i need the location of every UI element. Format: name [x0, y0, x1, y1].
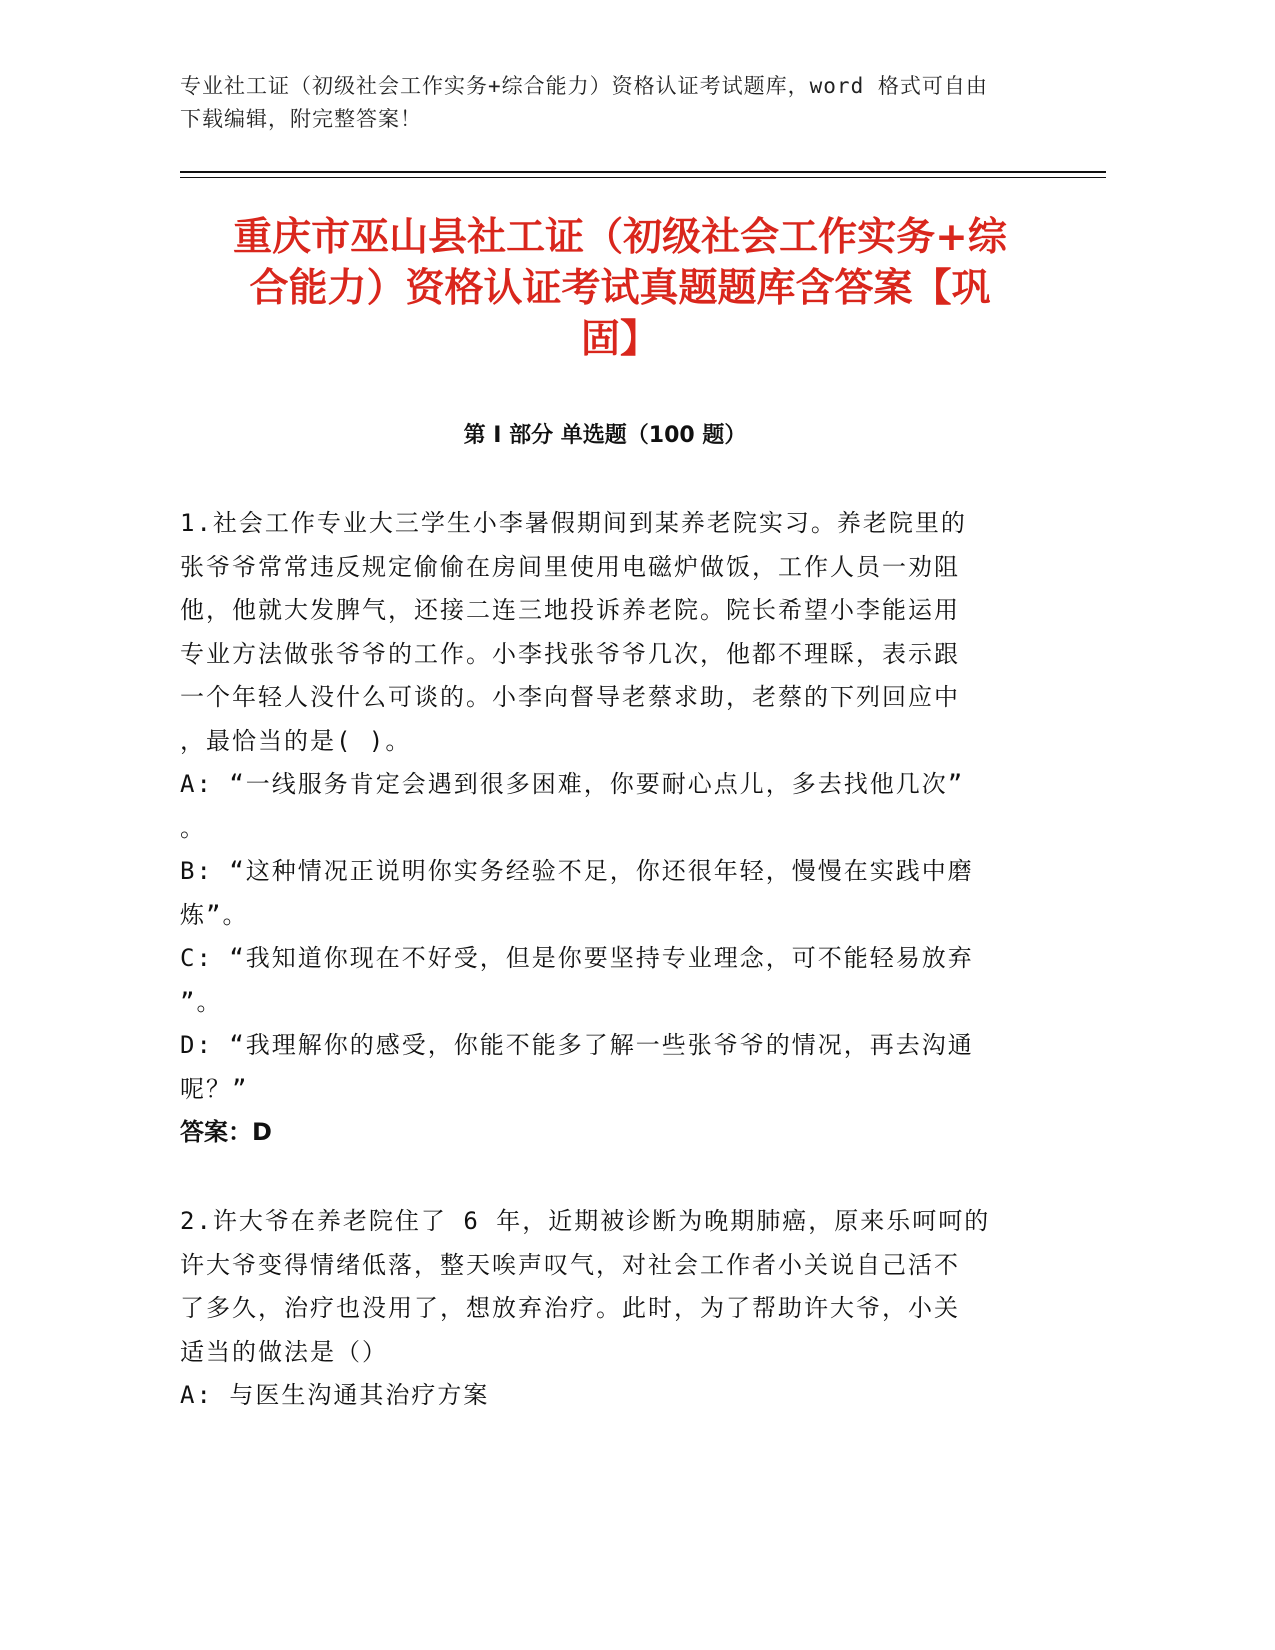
option-a-line: A: “一线服务肯定会遇到很多困难，你要耐心点儿，多去找他几次”	[180, 770, 965, 798]
document-title	[170, 212, 1070, 365]
section-heading: 第 I 部分 单选题（100 题）	[463, 423, 747, 448]
document-title-line: 合能力）资格认证考试真题题库含答案【巩	[249, 266, 991, 311]
option-c-line: ”。	[180, 987, 223, 1016]
header-divider-thick	[180, 171, 1106, 173]
option-d-line: 呢？”	[180, 1074, 249, 1103]
question-stem-line: 张爷爷常常违反规定偷偷在房间里使用电磁炉做饭，工作人员一劝阻	[180, 552, 960, 581]
document-title-line: 重庆市巫山县社工证（初级社会工作实务+综	[233, 215, 1007, 260]
option-b-line: 炼”。	[180, 900, 249, 929]
option-a-line: A: 与医生沟通其治疗方案	[180, 1381, 490, 1409]
question-stem-line: 他，他就大发脾气，还接二连三地投诉养老院。院长希望小李能运用	[180, 596, 960, 624]
question-stem-line: ，最恰当的是( )。	[180, 726, 412, 755]
question-stem-line: 一个年轻人没什么可谈的。小李向督导老蔡求助，老蔡的下列回应中	[180, 683, 960, 711]
document-title-line: 固】	[580, 317, 659, 362]
answer-label: 答案：D	[180, 1118, 272, 1146]
question-stem-line: 2.许大爷在养老院住了 6 年，近期被诊断为晚期肺癌，原来乐呵呵的	[180, 1207, 991, 1235]
question-stem-line: 许大爷变得情绪低落，整天唉声叹气，对社会工作者小关说自己活不	[180, 1250, 960, 1279]
question-stem-line: 适当的做法是（）	[180, 1337, 388, 1366]
question-stem-line: 1.社会工作专业大三学生小李暑假期间到某养老院实习。养老院里的	[180, 509, 967, 537]
question-1	[180, 502, 1040, 1155]
header-note-line: 专业社工证（初级社会工作实务+综合能力）资格认证考试题库，word 格式可自由	[180, 74, 988, 98]
header-divider-thin	[180, 177, 1106, 178]
option-b-line: B: “这种情况正说明你实务经验不足，你还很年轻，慢慢在实践中磨	[180, 857, 974, 885]
question-stem-line: 专业方法做张爷爷的工作。小李找张爷爷几次，他都不理睬，表示跟	[180, 639, 960, 668]
option-d-line: D: “我理解你的感受，你能不能多了解一些张爷爷的情况，再去沟通	[180, 1031, 974, 1059]
header-note-line: 下载编辑，附完整答案！	[180, 107, 422, 131]
question-2	[180, 1200, 1040, 1418]
question-stem-line: 了多久，治疗也没用了，想放弃治疗。此时，为了帮助许大爷，小关	[180, 1294, 960, 1322]
header-note	[180, 70, 1040, 136]
option-a-line: 。	[180, 813, 206, 842]
option-c-line: C: “我知道你现在不好受，但是你要坚持专业理念，可不能轻易放弃	[180, 944, 974, 972]
